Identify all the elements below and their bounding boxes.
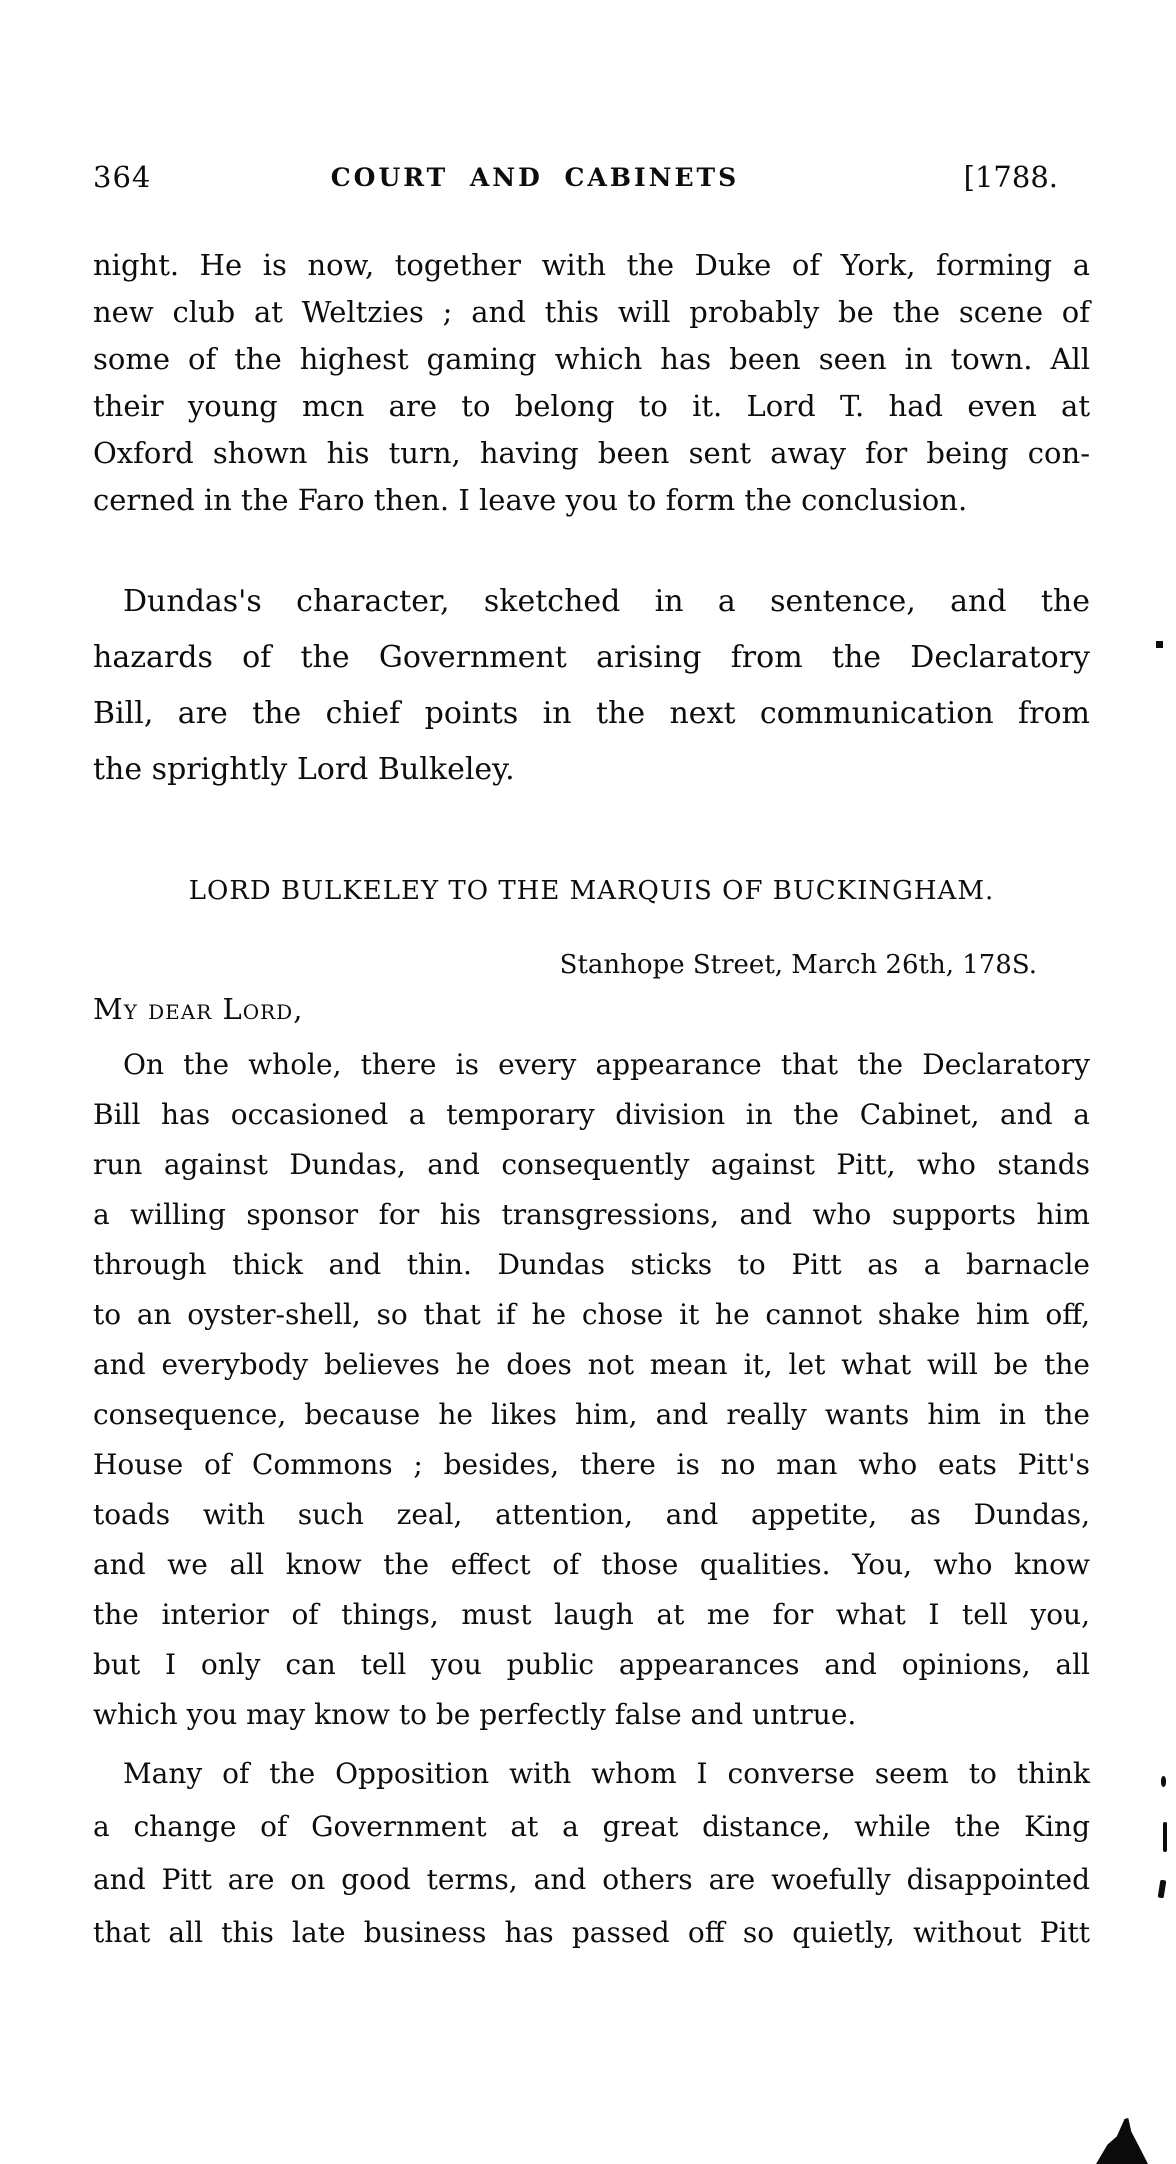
scan-artifact-mark-1	[1161, 1776, 1166, 1787]
text-line: run against Dundas, and consequently against Pitt, who stands	[93, 1148, 1090, 1181]
continuation-paragraph	[93, 242, 1090, 524]
text-line: a change of Government at a great distance, while the King	[93, 1810, 1090, 1843]
text-line: hazards of the Government arising from the Declaratory	[93, 640, 1090, 675]
text-line: and Pitt are on good terms, and others are woefully disappointed	[93, 1863, 1090, 1896]
text-line: through thick and thin. Dundas sticks to Pitt as a barnacle	[93, 1248, 1090, 1281]
text-line: toads with such zeal, attention, and appetite, as Dundas,	[93, 1498, 1090, 1531]
editorial-note-paragraph	[93, 574, 1090, 798]
scan-artifact-mark-3	[1158, 1880, 1167, 1899]
scan-artifact-dot	[1156, 641, 1163, 648]
text-line: Dundas's character, sketched in a sentence, and the	[123, 584, 1090, 619]
scan-artifact-page-corner	[1096, 2118, 1148, 2164]
text-line: to an oyster-shell, so that if he chose it he cannot shake him off,	[93, 1298, 1090, 1331]
text-line: the sprightly Lord Bulkeley.	[93, 752, 515, 787]
text-line: night. He is now, together with the Duke of York, forming a	[93, 248, 1090, 282]
text-line: their young mcn are to belong to it. Lord T. had even at	[93, 389, 1090, 423]
page-number: 364	[93, 160, 152, 194]
year-marker: [1788.	[963, 160, 1058, 194]
text-line: and everybody believes he does not mean it, let what will be the	[93, 1348, 1090, 1381]
text-line: some of the highest gaming which has been seen in town. All	[93, 342, 1090, 376]
text-line: Oxford shown his turn, having been sent away for being con-	[93, 436, 1090, 470]
text-line: which you may know to be perfectly false and untrue.	[93, 1698, 857, 1731]
text-line: Many of the Opposition with whom I converse seem to think	[123, 1757, 1090, 1790]
text-line: new club at Weltzies ; and this will probably be the scene of	[93, 295, 1090, 329]
text-line: Bill, are the chief points in the next communication from	[93, 696, 1090, 731]
running-title: COURT AND CABINETS	[330, 163, 740, 192]
text-line: consequence, because he likes him, and really wants him in the	[93, 1398, 1090, 1431]
text-line: On the whole, there is every appearance that the Declaratory	[123, 1048, 1090, 1081]
letter-heading: LORD BULKELEY TO THE MARQUIS OF BUCKINGHAM.	[188, 876, 995, 906]
letter-paragraph-2	[93, 1747, 1090, 1959]
letter-paragraph-1	[93, 1040, 1090, 1740]
text-line: but I only can tell you public appearances and opinions, all	[93, 1648, 1090, 1681]
text-line: a willing sponsor for his transgressions, and who supports him	[93, 1198, 1090, 1231]
text-line: House of Commons ; besides, there is no man who eats Pitt's	[93, 1448, 1090, 1481]
letter-dateline: Stanhope Street, March 26th, 178S.	[559, 950, 1037, 980]
text-line: that all this late business has passed off so quietly, without Pitt	[93, 1916, 1090, 1949]
letter-salutation: My dear Lord,	[93, 992, 304, 1026]
scan-artifact-mark-2	[1163, 1822, 1167, 1852]
text-line: cerned in the Faro then. I leave you to form the conclusion.	[93, 483, 968, 517]
text-line: Bill has occasioned a temporary division in the Cabinet, and a	[93, 1098, 1090, 1131]
text-line: and we all know the effect of those qualities. You, who know	[93, 1548, 1090, 1581]
text-line: the interior of things, must laugh at me for what I tell you,	[93, 1598, 1090, 1631]
page-header	[85, 160, 1091, 206]
